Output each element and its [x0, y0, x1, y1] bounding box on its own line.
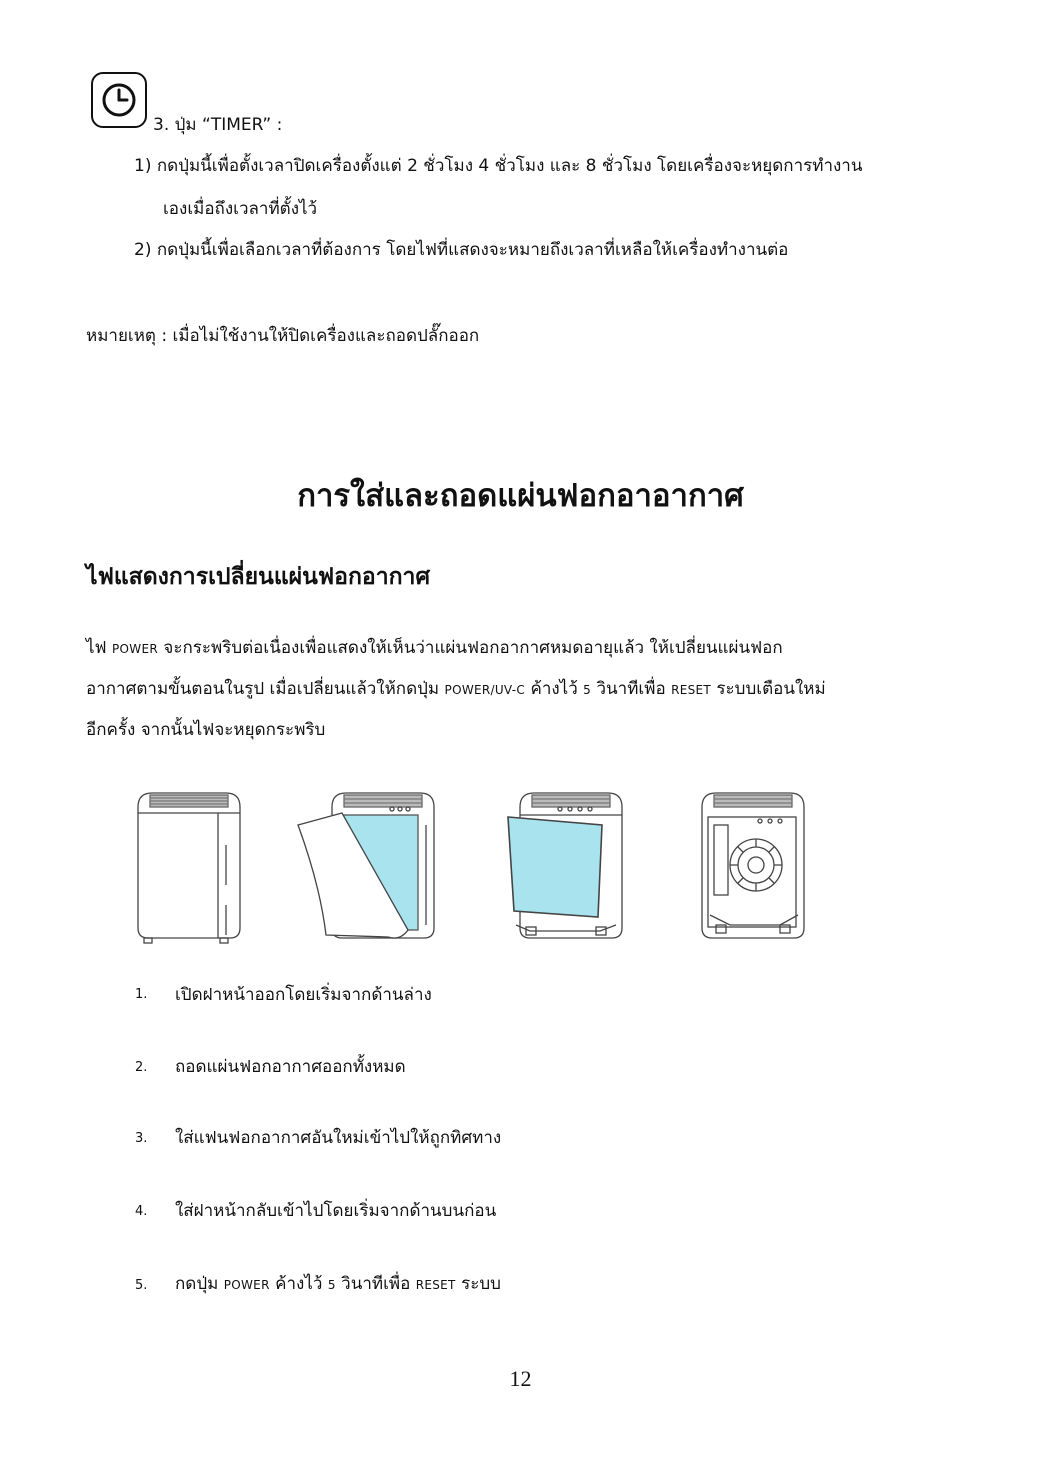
timer-clock-icon: [91, 72, 147, 128]
step-5-text: กดปุ่ม POWER ค้างไว้ 5 วินาทีเพื่อ RESET ระบบ: [175, 1274, 501, 1294]
step-4: 4.: [135, 1204, 148, 1219]
step-4-text: ใส่ฝาหน้ากลับเข้าไปโดยเริ่มจากด้านบนก่อน: [175, 1201, 497, 1221]
step-2: 2.: [135, 1060, 148, 1075]
section-title: การใส่และถอดแผ่นฟอกอาอากาศ: [297, 478, 744, 514]
timer-heading: 3. ปุ่ม “TIMER” :: [153, 115, 283, 135]
timer-item-1-line-2: เองเมื่อถึงเวลาที่ตั้งไว้: [163, 199, 318, 219]
step-2-text: ถอดแผ่นฟอกอากาศออกทั้งหมด: [175, 1057, 406, 1077]
page-number: 12: [509, 1366, 532, 1391]
subsection-title: ไฟแสดงการเปลี่ยนแผ่นฟอกอากาศ: [86, 564, 431, 590]
purifier-closed-figure: [138, 793, 240, 943]
step-5: 5.: [135, 1278, 148, 1293]
power-label: POWER: [112, 642, 158, 656]
filter-replacement-illustrations: [130, 785, 850, 945]
step-3-text: ใส่แฟนฟอกอากาศอันใหม่เข้าไปให้ถูกทิศทาง: [175, 1128, 502, 1148]
note: หมายเหตุ : เมื่อไม่ใช้งานให้ปิดเครื่องและถอดปลั๊กออก: [86, 326, 480, 346]
timer-item-2: 2) กดปุ่มนี้เพื่อเลือกเวลาที่ต้องการ โดยไฟที่แสดงจะหมายถึงเวลาที่เหลือให้เครื่องทำงานต่อ: [134, 240, 789, 260]
instruction-paragraph: ไฟ POWER จะกระพริบต่อเนื่องเพื่อแสดงให้เห็นว่าแผ่นฟอกอากาศหมดอายุแล้ว ให้เปลี่ยนแผ่นฟอก อากาศตามขั้นตอนในรูป เมื่อเปลี่ยนแล้วให้กดปุ่ม POWER/UV-C ค้างไว้ 5 วินาทีเพื่อ RESET ระบบเตือนใหม่ อีกครั้ง จากนั้นไฟจะหยุดกระพริบ: [86, 638, 826, 740]
power-uvc-label: POWER/UV-C: [444, 683, 526, 697]
step-3: 3.: [135, 1131, 148, 1146]
front-cover-opening-figure: [298, 793, 434, 938]
step-1: 1.: [135, 987, 148, 1002]
filter-removing-figure: [508, 793, 622, 938]
reset-label: RESET: [671, 683, 712, 697]
timer-item-1-line-1: 1) กดปุ่มนี้เพื่อตั้งเวลาปิดเครื่องตั้งแต่ 2 ชั่วโมง 4 ชั่วโมง และ 8 ชั่วโมง โดยเครื่องจะหยุดการทำงาน: [134, 156, 863, 176]
filter-removed-fan-figure: [702, 793, 804, 938]
step-1-text: เปิดฝาหน้าออกโดยเริ่มจากด้านล่าง: [175, 985, 432, 1005]
